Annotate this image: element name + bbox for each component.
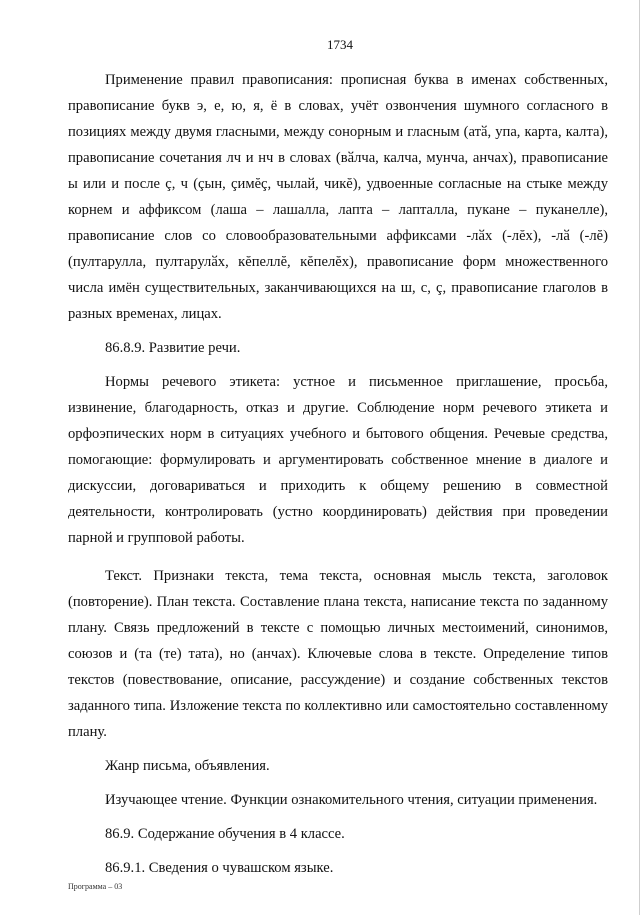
page-number: 1734 (327, 37, 353, 52)
paragraph-spelling-rules: Применение правил правописания: прописная буква в именах собственных, правописание букв э, е, ю, я, ё в словах, учёт озвончения шумного согласного в позициях между двумя гласными, между сонорным и гласным (атӑ, упа, карта, калта), правописание сочетания лч и нч в словах (вӑлча, калча, мунча, анчах), правописание ы или и после ç, ч (çын, çимĕç, чылай, чикĕ), удвоенные согласные на стыке между корнем и аффиксом (лаша – лашалла, лапта – лапталла, пукане – пуканелле), правописание слов со словообразовательными аффиксами -лӑх (-лĕх), -лӑ (-лĕ) (пултарулла, пултарулӑх, кĕпеллĕ, кĕпелĕх), правописание форм множественного числа имён существительных, заканчивающихся на ш, с, ç, правописание глаголов в разных временах, лицах. (68, 72, 608, 322)
paragraph-speech-etiquette: Нормы речевого этикета: устное и письменное приглашение, просьба, извинение, благодарность, отказ и другие. Соблюдение норм речевого этикета и орфоэпических норм в ситуациях учебного и бытового общения. Речевые средства, помогающие: формулировать и аргументировать собственное мнение в диалоге и дискуссии, договариваться и приходить к общему решению в совместной деятельности, контролировать (устно координировать) действия при проведении парной и групповой работы. (68, 374, 608, 546)
paragraph-reading: Изучающее чтение. Функции ознакомительного чтения, ситуации применения. (105, 792, 598, 808)
paragraph-genres: Жанр письма, объявления. (105, 758, 270, 774)
section-heading-speech-development: 86.8.9. Развитие речи. (105, 340, 241, 356)
page-footer: Программа – 03 (68, 882, 123, 891)
paragraph-text: Текст. Признаки текста, тема текста, основная мысль текста, заголовок (повторение). План текста. Составление плана текста, написание текста по заданному плану. Связь предложений в тексте с помощью личных местоимений, синонимов, союзов и (та (те) тата), но (анчах). Ключевые слова в тексте. Определение типов текстов (повествование, описание, рассуждение) и создание собственных текстов заданного типа. Изложение текста по коллективно или самостоятельно составленному плану. (68, 568, 608, 740)
document-body (68, 67, 608, 881)
section-heading-language-info: 86.9.1. Сведения о чувашском языке. (105, 860, 334, 876)
section-heading-grade-4: 86.9. Содержание обучения в 4 классе. (105, 826, 345, 842)
